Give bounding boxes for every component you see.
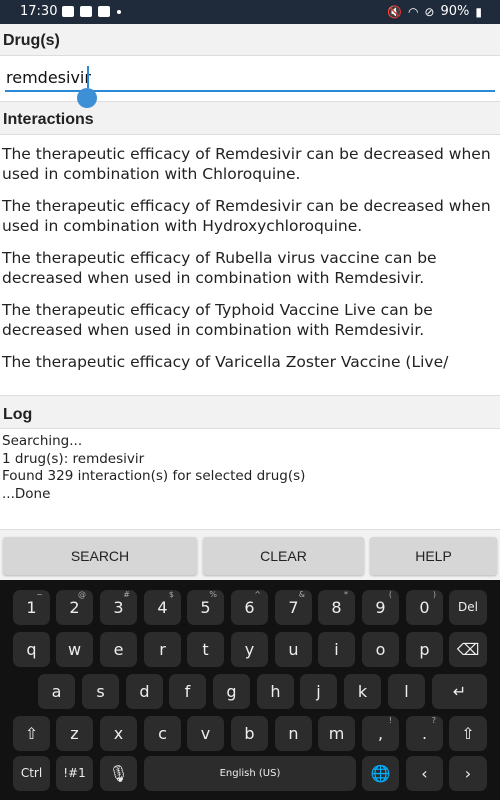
interaction-item: The therapeutic efficacy of Remdesivir can be decreased when used in combination with Chloroquine. [2,145,491,183]
key-e[interactable]: e [100,632,137,667]
key-t[interactable]: t [187,632,224,667]
left-arrow-key[interactable] [406,756,443,791]
shift-icon: ⇧ [461,724,475,743]
key-a[interactable]: a [38,674,75,709]
gallery-icon [62,6,74,17]
key-2[interactable]: 2 @ [56,590,93,625]
status-time: 17:30 [20,4,58,19]
drugs-label: Drug(s) [3,32,60,49]
key-l[interactable]: l [388,674,425,709]
key-q[interactable]: q [13,632,50,667]
youtube-icon [98,6,110,17]
enter-icon: ↵ [452,682,467,701]
space-key[interactable]: English (US) [144,756,356,791]
key-w[interactable]: w [56,632,93,667]
key-d[interactable]: d [126,674,163,709]
key-j[interactable]: j [300,674,337,709]
log-line: 1 drug(s): remdesivir [2,450,145,467]
key-k[interactable]: k [344,674,381,709]
key-v[interactable]: v [187,716,224,751]
mic-icon: 🎙 [108,764,129,783]
battery-percent: 90% [440,4,470,19]
log-label: Log [3,406,33,423]
key-9[interactable]: 9 ( [362,590,399,625]
key-g[interactable]: g [213,674,250,709]
youtube-icon [80,6,92,17]
key-z[interactable]: z [56,716,93,751]
interactions-label: Interactions [3,111,94,128]
key-m[interactable]: m [318,716,355,751]
key-c[interactable]: c [144,716,181,751]
interactions-list[interactable] [0,134,500,396]
search-button[interactable]: SEARCH [3,537,197,575]
shift-icon: ⇧ [24,724,39,743]
notification-dot-icon [117,10,121,14]
text-cursor [87,66,89,88]
key-del[interactable]: Del [449,590,487,625]
chevron-right-icon: › [464,764,472,783]
key-comma[interactable]: , ! [362,716,399,751]
key-1[interactable]: 1 ~ [13,590,50,625]
log-line: Found 329 interaction(s) for selected drug(s) [2,468,306,484]
shift-right-key[interactable] [449,716,487,751]
mic-key[interactable] [100,756,137,791]
key-u[interactable]: u [275,632,312,667]
log-line: ...Done [2,485,51,502]
key-p[interactable]: p [406,632,443,667]
key-8[interactable]: 8 * [318,590,355,625]
key-0[interactable]: 0 ) [406,590,443,625]
interaction-item: The therapeutic efficacy of Rubella virus vaccine can be decreased when used in combination with Remdesivir. [2,249,437,287]
key-h[interactable]: h [257,674,294,709]
drug-input[interactable] [5,64,495,92]
enter-key[interactable] [432,674,487,709]
symbols-key[interactable]: !#1 [56,756,93,791]
cursor-handle[interactable] [77,88,97,108]
key-f[interactable]: f [169,674,206,709]
key-period[interactable]: . ? [406,716,443,751]
interaction-item: The therapeutic efficacy of Remdesivir can be decreased when used in combination with Hydroxychloroquine. [2,197,491,235]
backspace-key[interactable] [449,632,487,667]
do-not-disturb-icon: ⊘ [424,4,435,19]
clear-button[interactable]: CLEAR [203,537,364,575]
globe-key[interactable] [362,756,399,791]
backspace-icon: ⌫ [456,640,480,659]
battery-icon: ▮ [475,4,482,19]
key-s[interactable]: s [82,674,119,709]
wifi-icon: ◠ [407,4,419,19]
key-7[interactable]: 7 & [275,590,312,625]
key-3[interactable]: 3 # [100,590,137,625]
key-r[interactable]: r [144,632,181,667]
shift-key[interactable] [13,716,50,751]
interaction-item: The therapeutic efficacy of Typhoid Vaccine Live can be decreased when used in combination with Remdesivir. [2,301,433,339]
key-i[interactable]: i [318,632,355,667]
right-arrow-key[interactable] [449,756,487,791]
log-line: Searching... [2,433,83,449]
key-b[interactable]: b [231,716,268,751]
key-y[interactable]: y [231,632,268,667]
drug-input-panel [0,55,500,102]
key-4[interactable]: 4 $ [144,590,181,625]
mute-icon: 🔇 [386,4,402,19]
globe-icon: 🌐 [370,764,391,783]
help-button[interactable]: HELP [370,537,497,575]
chevron-left-icon: ‹ [421,764,428,783]
status-bar [0,0,500,24]
log-panel[interactable] [0,428,500,530]
key-n[interactable]: n [275,716,312,751]
key-x[interactable]: x [100,716,137,751]
ctrl-key[interactable]: Ctrl [13,756,50,791]
interaction-item: The therapeutic efficacy of Varicella Zoster Vaccine (Live/ [2,353,449,371]
key-5[interactable]: 5 % [187,590,224,625]
key-6[interactable]: 6 ^ [231,590,268,625]
key-o[interactable]: o [362,632,399,667]
on-screen-keyboard [0,580,500,800]
